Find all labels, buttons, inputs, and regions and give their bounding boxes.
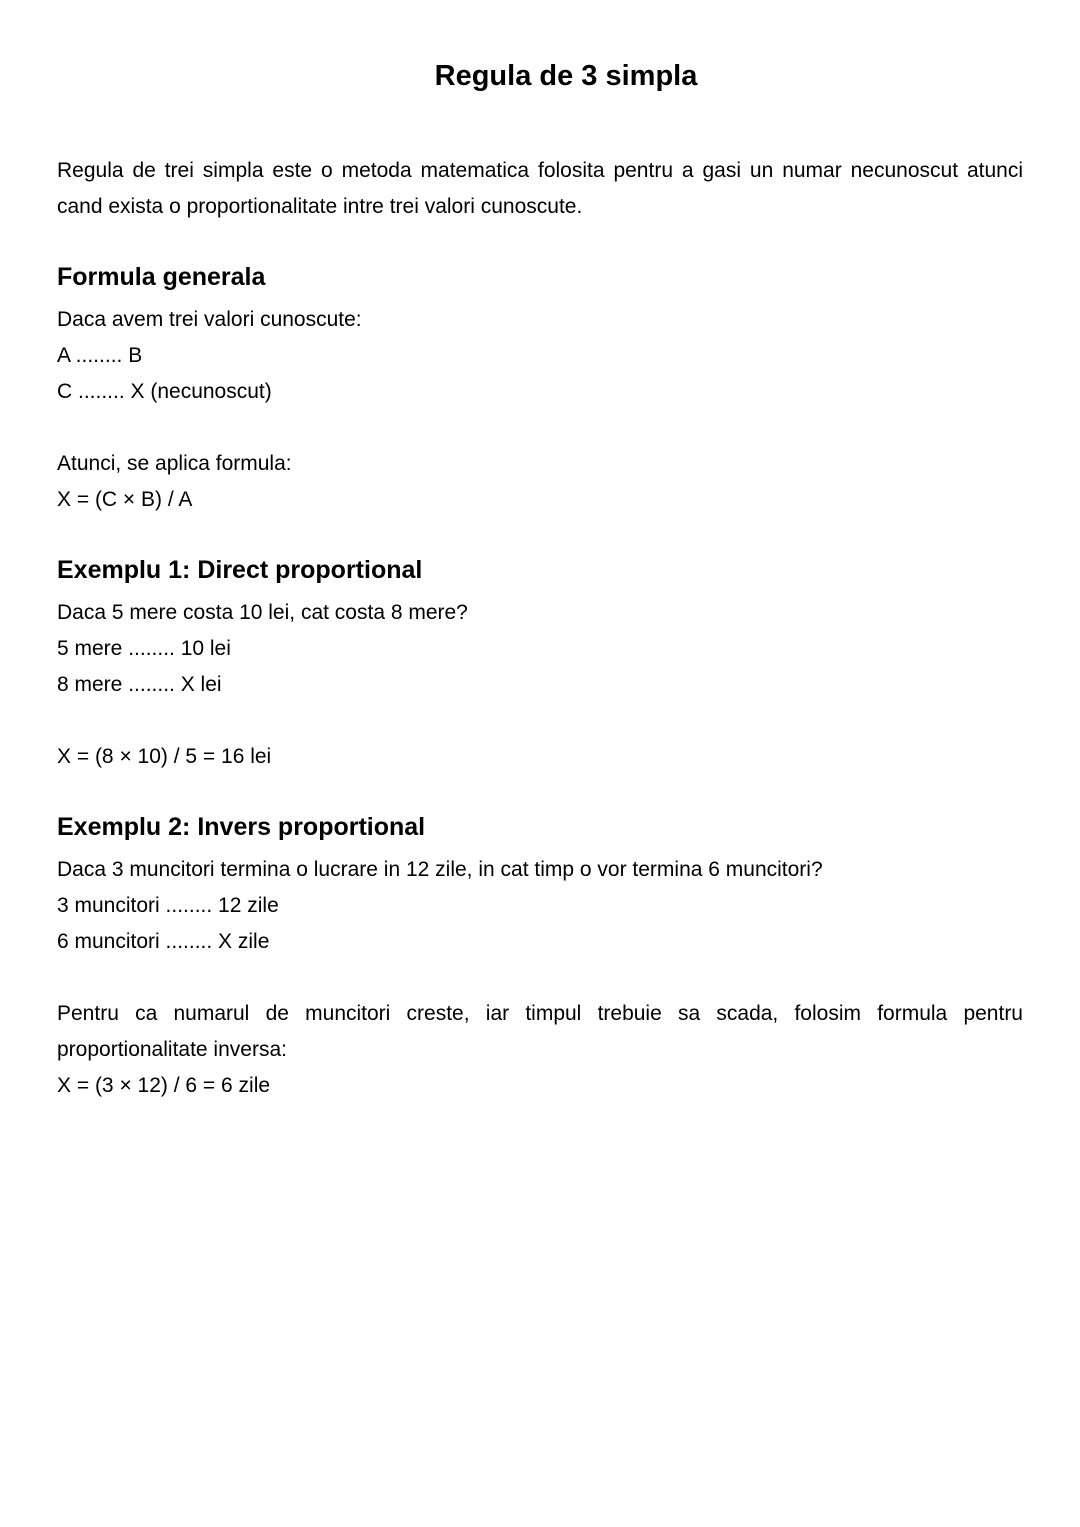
example-2-line: Daca 3 muncitori termina o lucrare in 12 zile, in cat timp o vor termina 6 muncitori? bbox=[57, 858, 823, 881]
example-1-result: X = (8 × 10) / 5 = 16 lei bbox=[57, 745, 272, 768]
example-1-line: Daca 5 mere costa 10 lei, cat costa 8 mere? bbox=[57, 601, 468, 624]
example-2-line: 3 muncitori ........ 12 zile bbox=[57, 894, 279, 917]
example-2-line: 6 muncitori ........ X zile bbox=[57, 930, 270, 953]
formula-line: C ........ X (necunoscut) bbox=[57, 380, 272, 403]
section-heading-example-2: Exemplu 2: Invers proportional bbox=[57, 813, 426, 841]
formula-expression: X = (C × B) / A bbox=[57, 488, 193, 511]
example-1-line: 8 mere ........ X lei bbox=[57, 673, 222, 696]
formula-line: Daca avem trei valori cunoscute: bbox=[57, 308, 362, 331]
section-heading-example-1: Exemplu 1: Direct proportional bbox=[57, 556, 423, 584]
example-2-explanation: Pentru ca numarul de muncitori creste, iar timpul trebuie sa scada, folosim formula pentru proportionalitate inversa: bbox=[57, 1002, 1023, 1061]
section-heading-formula: Formula generala bbox=[57, 263, 266, 291]
document-title: Regula de 3 simpla bbox=[434, 60, 698, 92]
formula-line: A ........ B bbox=[57, 344, 143, 367]
example-2-result: X = (3 × 12) / 6 = 6 zile bbox=[57, 1074, 271, 1097]
formula-line: Atunci, se aplica formula: bbox=[57, 452, 292, 475]
example-1-line: 5 mere ........ 10 lei bbox=[57, 637, 231, 660]
intro-paragraph: Regula de trei simpla este o metoda matematica folosita pentru a gasi un numar necunoscut atunci cand exista o proportionalitate intre trei valori cunoscute. bbox=[57, 159, 1023, 218]
